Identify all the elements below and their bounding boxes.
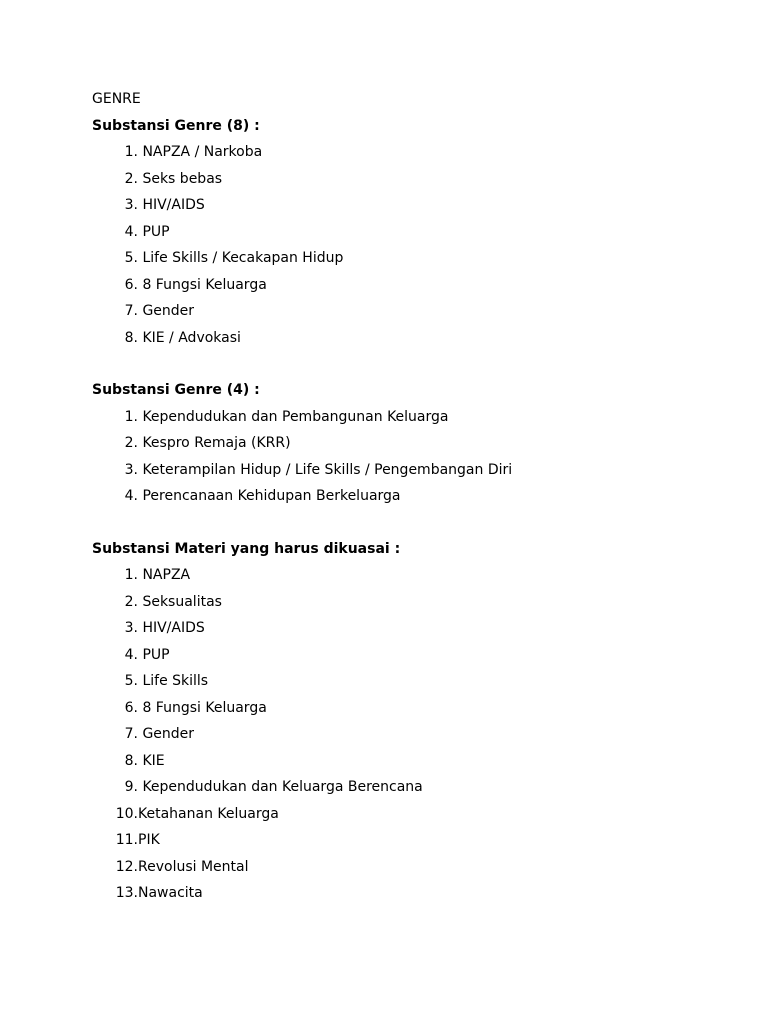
item-number: 4. (124, 223, 138, 240)
item-number: 1. (124, 567, 138, 583)
list-item (92, 166, 732, 193)
item-number: 11. (115, 832, 138, 848)
section-genre-4 (92, 377, 732, 510)
list-item (92, 721, 732, 748)
item-text: Gender (142, 303, 195, 319)
item-text: Ketahanan Keluarga (138, 805, 279, 822)
item-number: 6. (124, 699, 138, 716)
section-heading: Substansi Genre (8) : (92, 117, 260, 134)
item-number: 7. (124, 726, 138, 742)
item-text: Perencanaan Kehidupan Berkeluarga (142, 488, 401, 504)
list-item (92, 192, 732, 219)
item-text: 8 Fungsi Keluarga (142, 276, 267, 293)
document-body (92, 86, 732, 907)
list-item (92, 880, 732, 907)
document-title: GENRE (92, 91, 141, 107)
item-number: 2. (124, 593, 138, 610)
item-number: 2. (124, 170, 138, 187)
list-item (92, 139, 732, 166)
item-text: Kependudukan dan Keluarga Berencana (142, 779, 423, 795)
item-number: 4. (124, 646, 138, 663)
item-number: 6. (124, 276, 138, 293)
item-text: 8 Fungsi Keluarga (142, 699, 267, 716)
item-number: 10. (115, 805, 138, 822)
item-number: 4. (124, 488, 138, 504)
list-item (92, 748, 732, 775)
item-text: Seksualitas (142, 593, 222, 610)
item-list (92, 562, 732, 907)
item-text: HIV/AIDS (142, 620, 205, 636)
list-item (92, 562, 732, 589)
list-item (92, 457, 732, 484)
item-text: PUP (142, 223, 170, 240)
item-number: 2. (124, 435, 138, 451)
list-item (92, 642, 732, 669)
item-text: PUP (142, 646, 170, 663)
list-item (92, 245, 732, 272)
item-number: 12. (115, 858, 138, 875)
section-spacer (92, 351, 732, 377)
list-item (92, 404, 732, 431)
item-text: Keterampilan Hidup / Life Skills / Pengembangan Diri (142, 461, 513, 478)
item-text: KIE / Advokasi (142, 329, 241, 346)
list-item (92, 801, 732, 828)
list-item (92, 430, 732, 457)
list-item (92, 483, 732, 510)
item-number: 5. (124, 250, 138, 266)
item-text: Life Skills (142, 673, 209, 689)
item-number: 3. (124, 197, 138, 213)
item-number: 8. (124, 752, 138, 769)
item-list (92, 139, 732, 351)
item-number: 5. (124, 673, 138, 689)
list-item (92, 668, 732, 695)
item-text: Kespro Remaja (KRR) (142, 435, 291, 451)
list-item (92, 219, 732, 246)
section-heading: Substansi Materi yang harus dikuasai : (92, 540, 401, 557)
item-number: 3. (124, 461, 138, 478)
item-number: 8. (124, 329, 138, 346)
item-text: Seks bebas (142, 170, 223, 187)
item-text: NAPZA (142, 567, 191, 583)
item-text: Nawacita (138, 885, 203, 901)
item-text: HIV/AIDS (142, 197, 205, 213)
list-item (92, 774, 732, 801)
list-item (92, 298, 732, 325)
item-number: 13. (115, 885, 138, 901)
section-materi (92, 536, 732, 907)
list-item (92, 695, 732, 722)
list-item (92, 854, 732, 881)
section-genre-8 (92, 113, 732, 352)
list-item (92, 589, 732, 616)
item-number: 1. (124, 144, 138, 160)
item-text: Revolusi Mental (138, 858, 249, 875)
list-item (92, 615, 732, 642)
item-list (92, 404, 732, 510)
list-item (92, 827, 732, 854)
item-text: PIK (138, 832, 160, 848)
item-number: 9. (124, 779, 138, 795)
item-text: KIE (142, 752, 165, 769)
item-text: Gender (142, 726, 195, 742)
item-number: 3. (124, 620, 138, 636)
item-text: NAPZA / Narkoba (142, 144, 263, 160)
item-text: Kependudukan dan Pembangunan Keluarga (142, 408, 449, 425)
list-item (92, 272, 732, 299)
section-spacer (92, 510, 732, 536)
item-number: 7. (124, 303, 138, 319)
list-item (92, 325, 732, 352)
item-number: 1. (124, 408, 138, 425)
item-text: Life Skills / Kecakapan Hidup (142, 250, 344, 266)
section-heading: Substansi Genre (4) : (92, 382, 260, 398)
